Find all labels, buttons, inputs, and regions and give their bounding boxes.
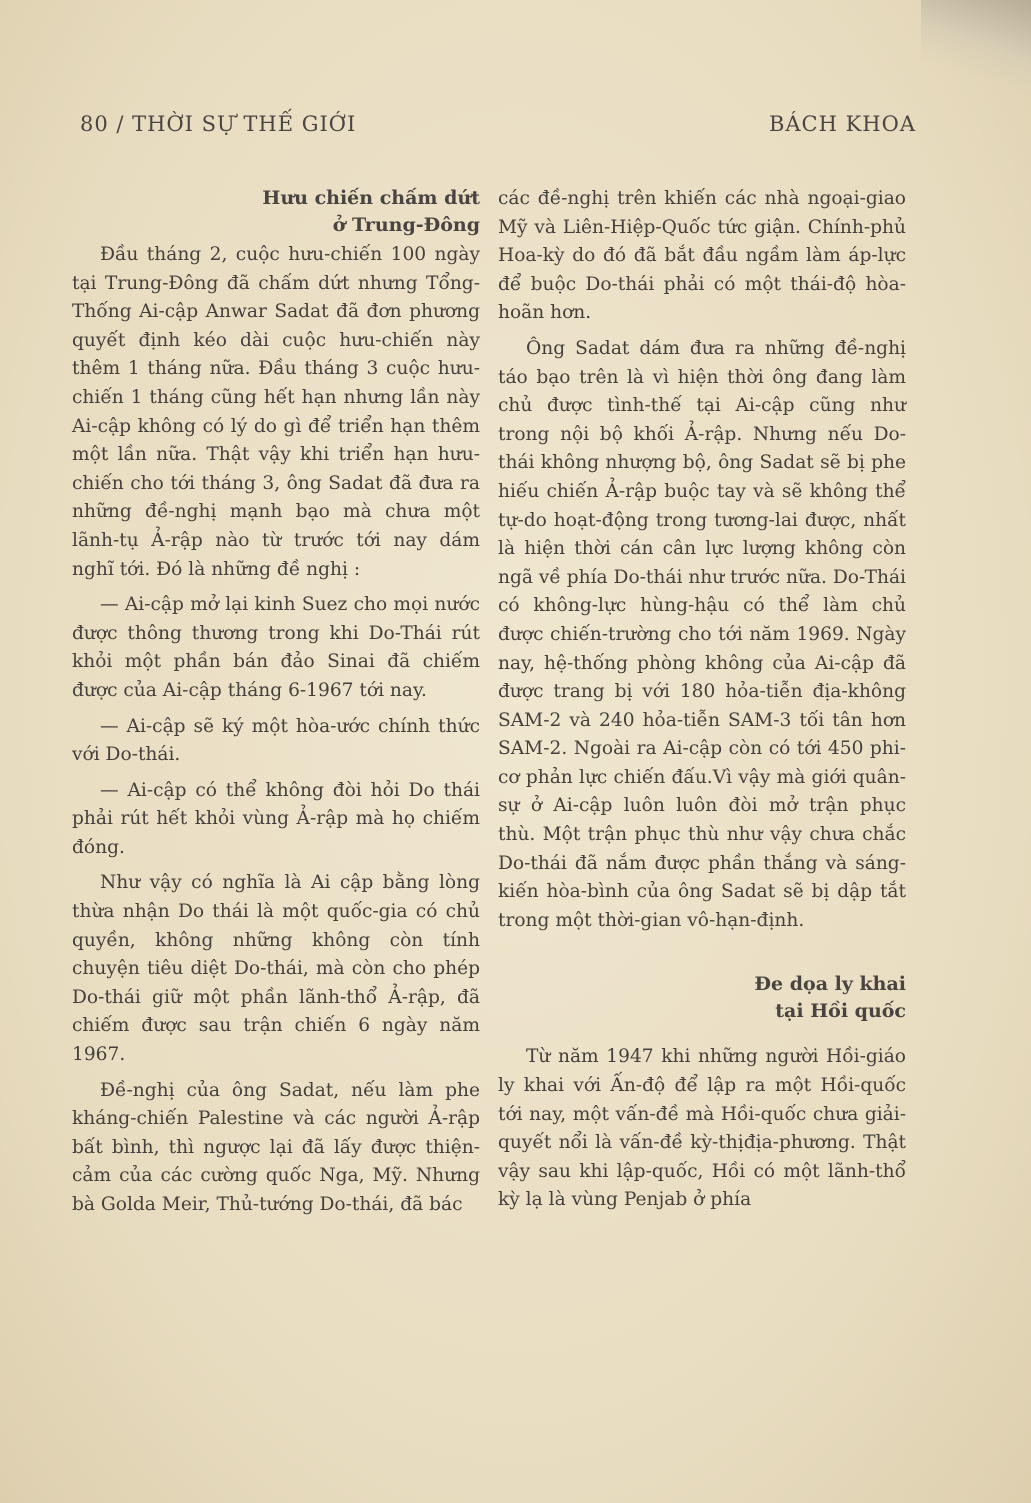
paragraph: các đề-nghị trên khiến các nhà ngoại-giao Mỹ và Liên-Hiệp-Quốc tức giận. Chính-phủ Hoa-kỳ do đó đã bắt đầu ngầm làm áp-lực để buộc Do-thái phải có một thái-độ hòa-hoãn hơn. bbox=[498, 188, 906, 324]
proposal-item: — Ai-cập mở lại kinh Suez cho mọi nước được thông thương trong khi Do-Thái rút khỏi một phần bán đảo Sinai đã chiếm được của Ai-cập tháng 6-1967 tới nay. bbox=[72, 594, 480, 701]
proposal-item: — Ai-cập có thể không đòi hỏi Do thái phải rút hết khỏi vùng Ả-rập mà họ chiếm đóng. bbox=[72, 779, 480, 858]
section-heading-separatism bbox=[498, 971, 906, 1025]
header-publication-name: BÁCH KHOA bbox=[768, 112, 916, 136]
paragraph: Ông Sadat dám đưa ra những đề-nghị táo bạo trên là vì hiện thời ông đang làm chủ được tình-thế tại Ai-cập cũng như trong nội bộ khối Ả-rập. Nhưng nếu Do-thái không nhượng bộ, ông Sadat sẽ bị phe hiếu chiến Ả-rập buộc tay và sẽ không thể tự-do hoạt-động trong tương-lai được, nhất là hiện thời cán cân lực lượng không còn ngã về phía Do-thái như trước nữa. Do-Thái có không-lực hùng-hậu có thể làm chủ được chiến-trường cho tới năm 1969. Ngày nay, hệ-thống phòng không của Ai-cập đã được trang bị với 180 hỏa-tiễn địa-không SAM-2 và 240 hỏa-tiễn SAM-3 tối tân hơn SAM-2. Ngoài ra Ai-cập còn có tới 450 phi-cơ phản lực chiến đấu.Vì vậy mà giới quân-sự ở Ai-cập luôn luôn đòi mở trận phục thù. Một trận phục thù như vậy chưa chắc Do-thái đã nắm được phần thắng và sáng-kiến hòa-bình của ông Sadat sẽ bị dập tắt trong một thời-gian vô-hạn-định. bbox=[498, 337, 907, 931]
section-heading-ceasefire bbox=[72, 185, 480, 239]
heading-line: ở Trung-Đông bbox=[332, 214, 480, 236]
paragraph: Như vậy có nghĩa là Ai cập bằng lòng thừa nhận Do thái là một quốc-gia có chủ quyền, không những không còn tính chuyện tiêu diệt Do-thái, mà còn cho phép Do-thái giữ một phần lãnh-thổ Ả-rập, đã chiếm được sau trận chiến 6 ngày năm 1967. bbox=[72, 872, 480, 1066]
heading-line: Hưu chiến chấm dứt bbox=[262, 187, 480, 209]
heading-line: Đe dọa ly khai bbox=[754, 973, 906, 996]
paragraph: Từ năm 1947 khi những người Hồi-giáo ly khai với Ấn-độ để lập ra một Hồi-quốc tới nay, một vấn-đề mà Hồi-quốc chưa giải-quyết nổi là vấn-đề kỳ-thịđịa-phương. Thật vậy sau khi lập-quốc, Hồi có một lãnh-thổ kỳ lạ là vùng Penjab ở phía bbox=[498, 1046, 906, 1211]
heading-line: tại Hồi quốc bbox=[775, 1000, 906, 1023]
paragraph: Đầu tháng 2, cuộc hưu-chiến 100 ngày tại Trung-Đông đã chấm dứt nhưng Tổng-Thống Ai-cập Anwar Sadat đã đơn phương quyết định kéo dài cuộc hưu-chiến này thêm 1 tháng nữa. Đầu tháng 3 cuộc hưu-chiến 1 tháng cũng hết hạn nhưng lần này Ai-cập không có lý do gì để triển hạn thêm một lần nữa. Thật vậy khi triển hạn hưu-chiến cho tới tháng 3, ông Sadat đã đưa ra những đề-nghị mạnh bạo mà chưa một lãnh-tụ Ả-rập nào từ trước tới nay dám nghĩ tới. Đó là những đề nghị : bbox=[72, 244, 480, 580]
paragraph: Đề-nghị của ông Sadat, nếu làm phe kháng-chiến Palestine và các người Ả-rập bất bình, thì ngược lại đã lấy được thiện-cảm của các cường quốc Nga, Mỹ. Nhưng bà Golda Meir, Thủ-tướng Do-thái, đã bác bbox=[72, 1079, 480, 1215]
proposal-item: — Ai-cập sẽ ký một hòa-ước chính thức với Do-thái. bbox=[72, 715, 480, 766]
right-column bbox=[498, 185, 906, 1222]
header-section-title: 80 / THỜI SỰ THẾ GIỚI bbox=[80, 112, 357, 136]
page-header bbox=[80, 112, 916, 146]
torn-corner bbox=[921, 0, 1031, 100]
left-column bbox=[72, 185, 480, 1227]
